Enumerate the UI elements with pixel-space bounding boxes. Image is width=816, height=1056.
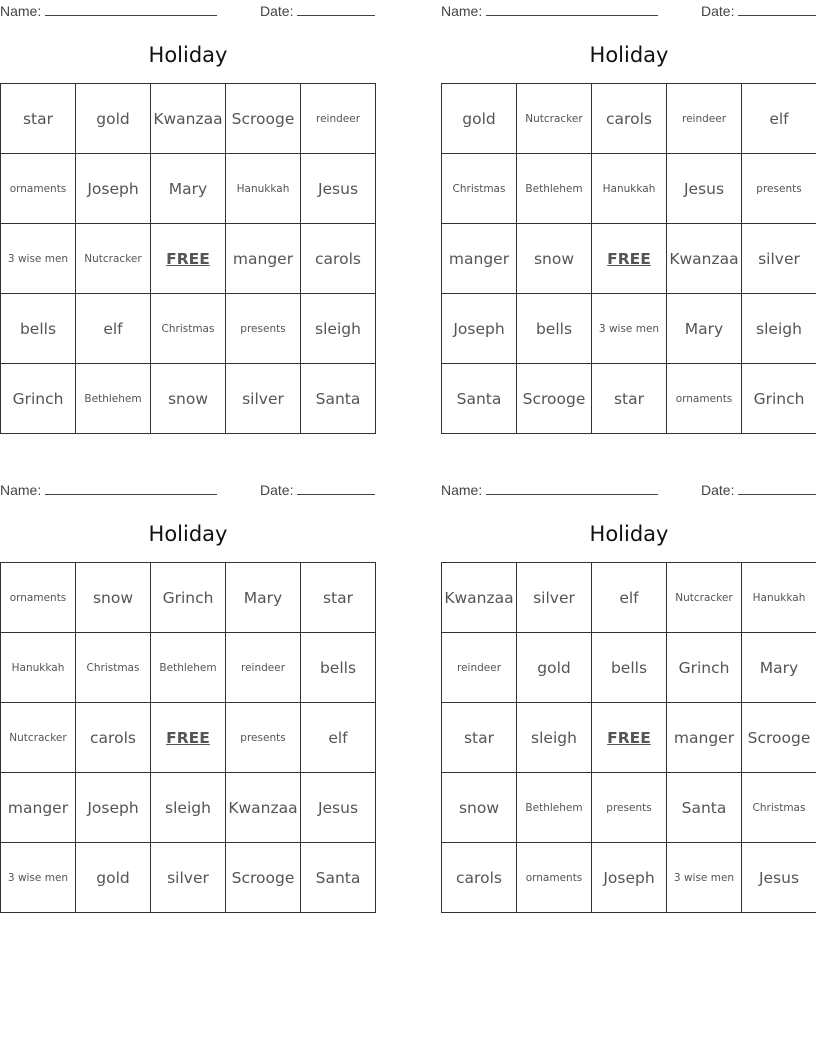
bingo-cell: Grinch: [667, 633, 742, 703]
bingo-cell: silver: [742, 224, 816, 294]
date-label: Date:: [260, 482, 294, 498]
bingo-cell: bells: [592, 633, 667, 703]
bingo-cell: Santa: [667, 773, 742, 843]
bingo-row: [442, 294, 816, 364]
bingo-cell: snow: [151, 364, 226, 434]
bingo-row: [442, 633, 816, 703]
bingo-cell: snow: [76, 563, 151, 633]
bingo-row: [442, 84, 816, 154]
card-title: Holiday: [589, 43, 669, 67]
bingo-cell: Hanukkah: [592, 154, 667, 224]
bingo-cell: Scrooge: [226, 84, 301, 154]
bingo-row: [1, 154, 376, 224]
bingo-row: [1, 294, 376, 364]
bingo-row: [442, 364, 816, 434]
bingo-cell: gold: [76, 843, 151, 913]
bingo-cell: Mary: [742, 633, 816, 703]
date-field: [260, 482, 375, 498]
bingo-row: [442, 224, 816, 294]
name-blank-line: [45, 482, 217, 495]
free-space-cell: FREE: [592, 703, 667, 773]
bingo-cell: 3 wise men: [667, 843, 742, 913]
bingo-cell: ornaments: [667, 364, 742, 434]
name-label: Name:: [441, 3, 483, 19]
name-blank-line: [45, 3, 217, 16]
bingo-cell: Christmas: [442, 154, 517, 224]
date-field: [260, 3, 375, 19]
bingo-cell: gold: [517, 633, 592, 703]
bingo-cell: Nutcracker: [76, 224, 151, 294]
bingo-cell: Scrooge: [226, 843, 301, 913]
bingo-cell: Nutcracker: [1, 703, 76, 773]
bingo-cell: Kwanzaa: [226, 773, 301, 843]
bingo-cell: manger: [1, 773, 76, 843]
bingo-row: [1, 633, 376, 703]
bingo-cell: Bethlehem: [76, 364, 151, 434]
bingo-cell: Mary: [151, 154, 226, 224]
bingo-cell: Scrooge: [517, 364, 592, 434]
bingo-cell: reindeer: [301, 84, 376, 154]
bingo-cell: Nutcracker: [667, 563, 742, 633]
bingo-cell: Jesus: [742, 843, 816, 913]
date-blank-line: [738, 3, 816, 16]
card-header: [0, 479, 376, 501]
card-title: Holiday: [148, 43, 228, 67]
bingo-row: [1, 843, 376, 913]
bingo-cell: elf: [301, 703, 376, 773]
bingo-cell: Kwanzaa: [667, 224, 742, 294]
bingo-cell: gold: [76, 84, 151, 154]
name-field: [0, 482, 217, 498]
bingo-cell: Grinch: [1, 364, 76, 434]
bingo-cell: star: [592, 364, 667, 434]
free-space-cell: FREE: [592, 224, 667, 294]
name-label: Name:: [0, 3, 42, 19]
bingo-cell: manger: [226, 224, 301, 294]
date-blank-line: [297, 3, 375, 16]
bingo-cell: manger: [667, 703, 742, 773]
bingo-cell: Kwanzaa: [442, 563, 517, 633]
name-blank-line: [486, 482, 658, 495]
bingo-row: [442, 773, 816, 843]
bingo-cell: ornaments: [1, 563, 76, 633]
bingo-row: [442, 843, 816, 913]
name-label: Name:: [441, 482, 483, 498]
bingo-cell: star: [442, 703, 517, 773]
date-label: Date:: [260, 3, 294, 19]
bingo-cell: Grinch: [151, 563, 226, 633]
name-label: Name:: [0, 482, 42, 498]
bingo-cell: Jesus: [667, 154, 742, 224]
bingo-cell: sleigh: [151, 773, 226, 843]
bingo-grid: [441, 83, 816, 434]
bingo-cell: bells: [301, 633, 376, 703]
bingo-cell: Santa: [301, 843, 376, 913]
card-header: [0, 0, 376, 22]
bingo-cell: star: [1, 84, 76, 154]
bingo-cell: ornaments: [517, 843, 592, 913]
bingo-card: [441, 479, 816, 887]
bingo-cell: star: [301, 563, 376, 633]
bingo-cell: presents: [226, 703, 301, 773]
bingo-row: [1, 224, 376, 294]
bingo-cell: Joseph: [442, 294, 517, 364]
bingo-cell: Bethlehem: [151, 633, 226, 703]
bingo-cell: carols: [442, 843, 517, 913]
bingo-cell: Bethlehem: [517, 773, 592, 843]
bingo-cell: presents: [592, 773, 667, 843]
bingo-row: [1, 364, 376, 434]
card-title: Holiday: [589, 522, 669, 546]
bingo-cell: elf: [592, 563, 667, 633]
bingo-cell: manger: [442, 224, 517, 294]
bingo-row: [442, 154, 816, 224]
bingo-cell: reindeer: [226, 633, 301, 703]
bingo-cell: silver: [517, 563, 592, 633]
bingo-cell: reindeer: [442, 633, 517, 703]
bingo-cell: ornaments: [1, 154, 76, 224]
bingo-cell: Christmas: [76, 633, 151, 703]
bingo-cell: Santa: [442, 364, 517, 434]
bingo-cell: carols: [592, 84, 667, 154]
bingo-cell: 3 wise men: [592, 294, 667, 364]
date-field: [701, 482, 816, 498]
bingo-cell: Nutcracker: [517, 84, 592, 154]
bingo-grid: [0, 562, 376, 913]
bingo-cell: sleigh: [517, 703, 592, 773]
bingo-cell: Joseph: [592, 843, 667, 913]
bingo-row: [442, 563, 816, 633]
date-field: [701, 3, 816, 19]
bingo-grid: [441, 562, 816, 913]
bingo-cell: silver: [226, 364, 301, 434]
bingo-cell: Joseph: [76, 773, 151, 843]
bingo-grid: [0, 83, 376, 434]
bingo-cell: Christmas: [742, 773, 816, 843]
bingo-cell: carols: [301, 224, 376, 294]
bingo-card: [0, 479, 376, 887]
bingo-cell: Grinch: [742, 364, 816, 434]
bingo-cell: presents: [226, 294, 301, 364]
bingo-cell: silver: [151, 843, 226, 913]
bingo-cell: Mary: [667, 294, 742, 364]
bingo-row: [1, 773, 376, 843]
bingo-card: [0, 0, 376, 408]
bingo-cell: snow: [442, 773, 517, 843]
bingo-cell: Jesus: [301, 154, 376, 224]
bingo-cell: Hanukkah: [742, 563, 816, 633]
bingo-cell: Mary: [226, 563, 301, 633]
card-header: [441, 0, 816, 22]
bingo-cell: carols: [76, 703, 151, 773]
bingo-cell: Hanukkah: [226, 154, 301, 224]
date-label: Date:: [701, 3, 735, 19]
date-blank-line: [738, 482, 816, 495]
card-header: [441, 479, 816, 501]
bingo-cell: Kwanzaa: [151, 84, 226, 154]
bingo-cell: 3 wise men: [1, 224, 76, 294]
bingo-card: [441, 0, 816, 408]
bingo-row: [442, 703, 816, 773]
bingo-cell: elf: [742, 84, 816, 154]
name-field: [0, 3, 217, 19]
bingo-cell: snow: [517, 224, 592, 294]
bingo-row: [1, 563, 376, 633]
name-blank-line: [486, 3, 658, 16]
bingo-cell: Jesus: [301, 773, 376, 843]
bingo-cell: Scrooge: [742, 703, 816, 773]
name-field: [441, 3, 658, 19]
bingo-cell: bells: [517, 294, 592, 364]
bingo-cell: Christmas: [151, 294, 226, 364]
date-blank-line: [297, 482, 375, 495]
bingo-cell: Bethlehem: [517, 154, 592, 224]
bingo-cell: Hanukkah: [1, 633, 76, 703]
card-title: Holiday: [148, 522, 228, 546]
bingo-cell: gold: [442, 84, 517, 154]
bingo-cell: reindeer: [667, 84, 742, 154]
bingo-cell: elf: [76, 294, 151, 364]
bingo-cell: Joseph: [76, 154, 151, 224]
bingo-row: [1, 84, 376, 154]
bingo-cell: sleigh: [301, 294, 376, 364]
bingo-cell: 3 wise men: [1, 843, 76, 913]
bingo-cell: Santa: [301, 364, 376, 434]
date-label: Date:: [701, 482, 735, 498]
free-space-cell: FREE: [151, 703, 226, 773]
name-field: [441, 482, 658, 498]
bingo-cell: sleigh: [742, 294, 816, 364]
bingo-cell: presents: [742, 154, 816, 224]
bingo-row: [1, 703, 376, 773]
bingo-cell: bells: [1, 294, 76, 364]
free-space-cell: FREE: [151, 224, 226, 294]
